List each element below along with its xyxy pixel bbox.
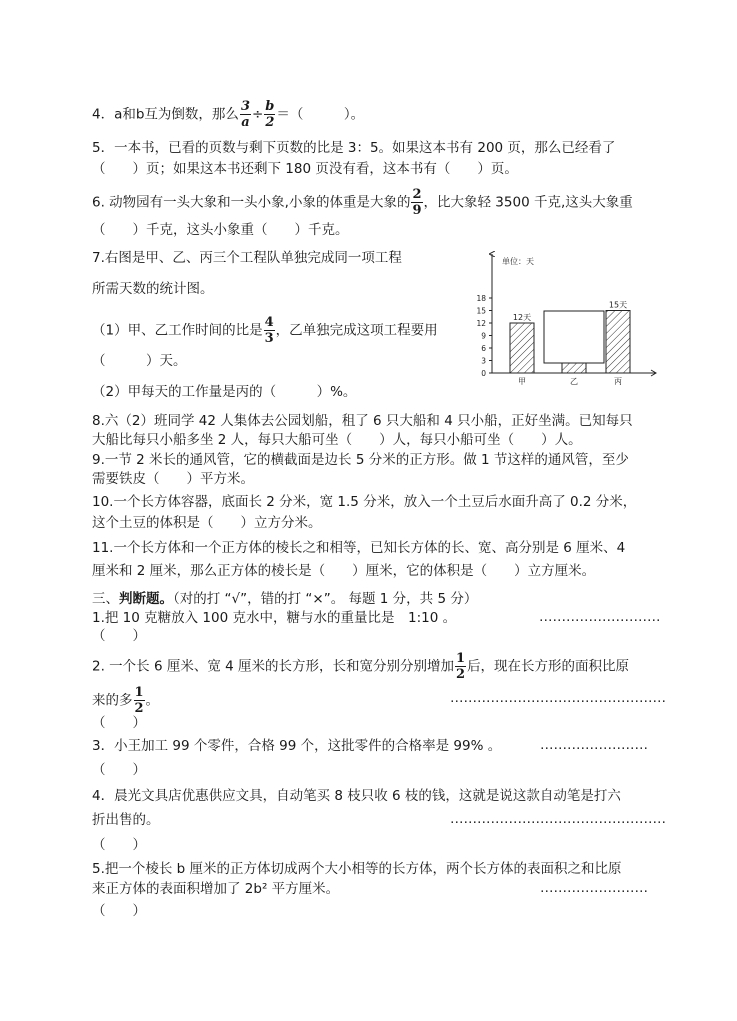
covering-box [544,311,604,363]
question-6-line-1: 6. 动物园有一头大象和一头小象,小象的体重是大象的 $\frac{2}{9}$ ，比大象轻 3500 千克,这头大象重 [92,187,633,218]
judge-3-dots: …………………… [540,737,648,753]
judge-2-line-2: 来的多 $\frac{1}{2}$ 。 [92,685,160,716]
question-7-sub-2: （2）甲每天的工作量是丙的（ ）%。 [92,384,357,400]
y-tick-label: 12 [476,319,486,328]
judge-2-line-1: 2. 一个长 6 厘米、宽 4 厘米的长方形，长和宽分别分别增加 $\frac{1}{2}$ 后，现在长方形的面积比原 [92,651,630,682]
question-7-line-2: 所需天数的统计图。 [92,281,214,297]
judge-2-answer-paren: （ ） [92,715,146,731]
question-9-line-2: 需要铁皮（ ）平方米。 [92,471,254,487]
unit-label: 单位：天 [502,257,534,266]
question-11-line-2: 厘米和 2 厘米，那么正方体的棱长是（ ）厘米，它的体积是（ ）立方厘米。 [92,563,596,579]
question-7-sub-1-line-2: （ ）天。 [92,353,187,369]
question-5-line-2: （ ）页；如果这本书还剩下 180 页没有看，这本书有（ ）页。 [92,161,518,177]
section-3-heading: 三、判断题。（对的打 “√”，错的打 “×”。 每题 1 分，共 5 分） [92,591,478,607]
q4-fraction-1: $\frac{3}{a}$ [240,99,250,130]
judge-3-text: 3．小王加工 99 个零件，合格 99 个，这批零件的合格率是 99% 。 [92,738,502,754]
judge-4-line-2: 折出售的。 [92,812,160,828]
section-3-title: 判断题。 [119,591,173,607]
y-tick-label: 0 [481,369,486,378]
q4-answer-blank: ＝（ ）。 [276,106,365,123]
x-tick-label: 甲 [518,377,526,386]
q4-fraction-2: $\frac{b}{2}$ [265,99,275,130]
y-tick-label: 3 [481,356,486,366]
judge-1-answer-paren: （ ） [92,628,146,644]
judge-4-line-1: 4．晨光文具店优惠供应文具，自动笔买 8 枝只收 6 枝的钱，这就是说这款自动笔是打六 [92,788,621,804]
question-10-line-1: 10.一个长方体容器，底面长 2 分米，宽 1.5 分米，放入一个土豆后水面升高了 0.2 分米， [92,494,637,510]
question-4 [92,100,364,129]
question-10-line-2: 这个土豆的体积是（ ）立方分米。 [92,515,322,531]
x-tick-label: 丙 [614,377,622,386]
judge-3-answer-paren: （ ） [92,762,146,778]
y-tick-label: 15 [476,306,486,316]
y-tick-label: 6 [481,344,486,353]
x-tick-label: 乙 [570,377,578,386]
question-6-line-2: （ ）千克，这头小象重（ ）千克。 [92,222,349,238]
q7-fraction: $\frac{4}{3}$ [264,315,274,346]
bar-1 [510,323,534,373]
q4-text: 4．a和b互为倒数，那么 [92,106,239,123]
judge-5-line-1: 5.把一个棱长 b 厘米的正方体切成两个大小相等的长方体，两个长方体的表面积之和比原 [92,861,622,877]
q4-operator: ÷ [251,106,264,123]
question-7-sub-1: （1）甲、乙工作时间的比是 $\frac{4}{3}$ ，乙单独完成这项工程要用 [92,315,438,346]
judge-1-dots: ……………………… [539,609,661,625]
data-label: 15天 [608,300,628,310]
j2-fraction-1: $\frac{1}{2}$ [456,651,466,682]
question-8-line-1: 8.六（2）班同学 42 人集体去公园划船，租了 6 只大船和 4 只小船，正好坐满。已知每只 [92,413,633,429]
data-label: 12天 [512,313,532,322]
judge-4-answer-paren: （ ） [92,837,146,853]
y-tick-label: 18 [476,294,486,303]
judge-1-text: 1.把 10 克糖放入 100 克水中，糖与水的重量比是 1:10 。 [92,610,457,626]
question-8-line-2: 大船比每只小船多坐 2 人，每只大船可坐（ ）人，每只小船可坐（ ）人。 [92,432,582,448]
question-7-line-1: 7.右图是甲、乙、丙三个工程队单独完成同一项工程 [92,250,402,266]
judge-5-answer-paren: （ ） [92,903,146,919]
judge-2-dots: ………………………………………… [450,690,666,706]
q6-fraction: $\frac{2}{9}$ [412,187,422,218]
question-5-line-1: 5．一本书，已看的页数与剩下页数的比是 3：5。如果这本书有 200 页，那么已经看了 [92,140,616,156]
y-tick-label: 9 [481,331,486,341]
question-11-line-1: 11.一个长方体和一个正方体的棱长之和相等，已知长方体的长、宽、高分别是 6 厘米、4 [92,540,626,556]
bar-chart [458,248,663,386]
question-9-line-1: 9.一节 2 米长的通风管，它的横截面是边长 5 分米的正方形。做 1 节这样的通风管，至少 [92,452,629,468]
judge-5-line-2: 来正方体的表面积增加了 2b² 平方厘米。 [92,881,340,897]
bar-3 [606,311,630,374]
judge-5-dots: …………………… [540,880,648,896]
j2-fraction-2: $\frac{1}{2}$ [134,685,144,716]
judge-4-dots: ………………………………………… [450,811,666,827]
